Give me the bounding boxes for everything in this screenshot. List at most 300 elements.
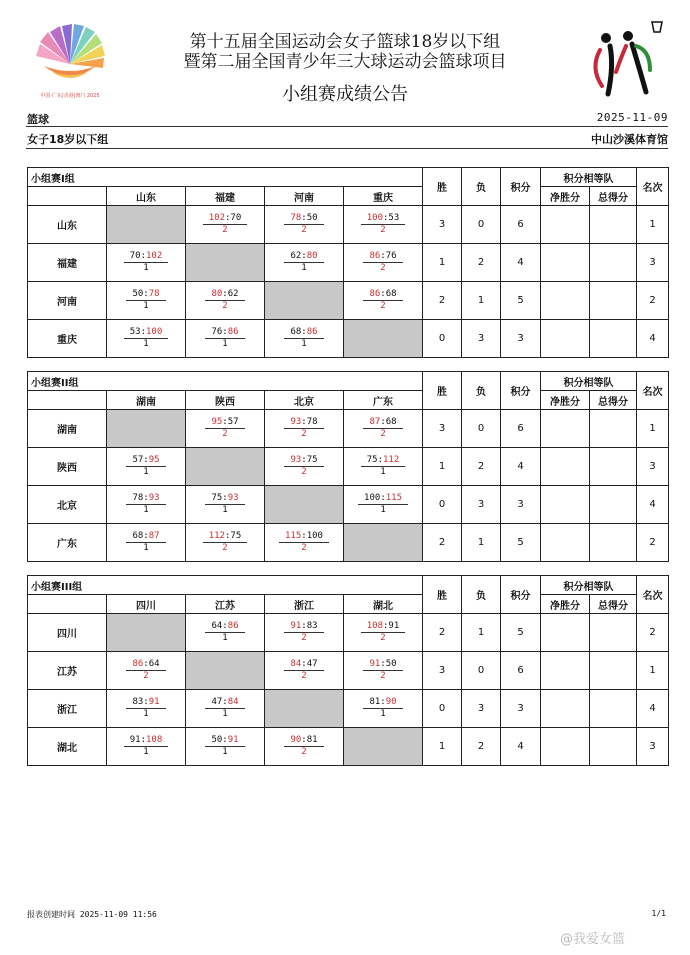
page-number: 1/1 xyxy=(651,909,666,918)
wins-value: 2 xyxy=(423,524,462,562)
home-score: 75 xyxy=(366,455,378,465)
home-score: 53 xyxy=(129,327,141,337)
total-points-header: 总得分 xyxy=(590,595,637,614)
match-score: 75:93 xyxy=(205,493,244,505)
away-score: 93 xyxy=(227,493,239,503)
total-points-value xyxy=(590,448,637,486)
team-row-header: 重庆 xyxy=(28,320,107,358)
team-row-header: 湖南 xyxy=(28,410,107,448)
team-row-header: 四川 xyxy=(28,614,107,652)
team-column-header: 河南 xyxy=(265,187,344,206)
match-points: 1 xyxy=(301,339,307,349)
match-result-cell xyxy=(186,728,265,766)
rank-header: 名次 xyxy=(637,168,669,206)
corner-cell xyxy=(28,595,107,614)
self-match-cell xyxy=(107,410,186,448)
score-block xyxy=(284,417,323,440)
points-header: 积分 xyxy=(501,576,541,614)
team-row-header: 河南 xyxy=(28,282,107,320)
match-points: 2 xyxy=(301,543,307,553)
match-score: 50:78 xyxy=(126,289,165,301)
net-points-header: 净胜分 xyxy=(541,187,590,206)
points-value: 3 xyxy=(501,486,541,524)
team-column-header: 浙江 xyxy=(265,595,344,614)
match-result-cell xyxy=(186,410,265,448)
home-score: 91 xyxy=(129,735,141,745)
away-score: 112 xyxy=(383,455,400,465)
match-result-cell xyxy=(186,524,265,562)
total-points-value xyxy=(590,524,637,562)
points-value: 5 xyxy=(501,282,541,320)
score-block xyxy=(126,531,165,554)
score-block xyxy=(363,417,402,440)
score-block xyxy=(124,327,169,350)
total-points-value xyxy=(590,690,637,728)
self-match-cell xyxy=(344,728,423,766)
score-block xyxy=(124,251,169,274)
match-score: 91:83 xyxy=(284,621,323,633)
title-line-2: 暨第二届全国青少年三大球运动会篮球项目 xyxy=(183,52,507,72)
team-row-header: 北京 xyxy=(28,486,107,524)
match-result-cell xyxy=(344,410,423,448)
rank-value: 4 xyxy=(637,486,669,524)
wins-value: 0 xyxy=(423,486,462,524)
self-match-cell xyxy=(344,524,423,562)
score-block xyxy=(205,493,244,516)
self-match-cell xyxy=(186,244,265,282)
rank-value: 2 xyxy=(637,614,669,652)
match-score: 47:84 xyxy=(205,697,244,709)
wins-value: 3 xyxy=(423,410,462,448)
match-result-cell xyxy=(344,244,423,282)
self-match-cell xyxy=(186,448,265,486)
match-result-cell xyxy=(107,652,186,690)
team-column-header: 重庆 xyxy=(344,187,423,206)
score-block xyxy=(126,289,165,312)
score-block xyxy=(284,327,323,350)
score-block xyxy=(358,493,408,516)
report-subtitle: 小组赛成绩公告 xyxy=(282,84,408,105)
home-score: 47 xyxy=(211,697,223,707)
home-score: 86 xyxy=(369,251,381,261)
match-result-cell xyxy=(265,728,344,766)
match-score: 91:108 xyxy=(124,735,169,747)
games-logo xyxy=(32,20,108,104)
venue-label: 中山沙溪体育馆 xyxy=(591,133,668,146)
net-points-value xyxy=(541,728,590,766)
losses-value: 0 xyxy=(462,410,501,448)
team-column-header: 湖北 xyxy=(344,595,423,614)
match-points: 2 xyxy=(380,301,386,311)
group-name: 小组赛II组 xyxy=(28,372,423,391)
match-points: 1 xyxy=(380,505,386,515)
away-score: 64 xyxy=(148,659,160,669)
table-row xyxy=(28,320,669,358)
match-points: 2 xyxy=(380,225,386,235)
team-row-header: 陕西 xyxy=(28,448,107,486)
basketball-pictogram xyxy=(580,16,668,106)
self-match-cell xyxy=(107,206,186,244)
home-score: 81 xyxy=(369,697,381,707)
group-table xyxy=(27,167,669,358)
match-score: 64:86 xyxy=(205,621,244,633)
losses-value: 2 xyxy=(462,244,501,282)
score-block xyxy=(284,621,323,644)
home-score: 83 xyxy=(132,697,144,707)
win-header: 胜 xyxy=(423,372,462,410)
score-block xyxy=(284,455,323,478)
report-created-time: 报表创建时间 2025-11-09 11:56 xyxy=(27,910,157,919)
match-result-cell xyxy=(107,282,186,320)
rank-header: 名次 xyxy=(637,576,669,614)
losses-value: 0 xyxy=(462,652,501,690)
home-score: 102 xyxy=(208,213,225,223)
table-row xyxy=(28,690,669,728)
match-score: 108:91 xyxy=(361,621,406,633)
net-points-value xyxy=(541,410,590,448)
match-score: 102:70 xyxy=(203,213,248,225)
wins-value: 2 xyxy=(423,614,462,652)
match-result-cell xyxy=(107,244,186,282)
home-score: 50 xyxy=(132,289,144,299)
score-block xyxy=(363,697,402,720)
tie-break-header: 积分相等队 xyxy=(541,372,637,391)
score-block xyxy=(363,659,402,682)
score-block xyxy=(361,621,406,644)
match-result-cell xyxy=(344,690,423,728)
table-row xyxy=(28,652,669,690)
report-date: 2025-11-09 xyxy=(596,111,668,124)
match-points: 2 xyxy=(301,633,307,643)
away-score: 75 xyxy=(306,455,318,465)
home-score: 115 xyxy=(285,531,302,541)
home-score: 95 xyxy=(211,417,223,427)
score-block xyxy=(361,455,406,478)
home-score: 62 xyxy=(290,251,302,261)
away-score: 78 xyxy=(306,417,318,427)
score-block xyxy=(205,621,244,644)
match-points: 2 xyxy=(143,671,149,681)
match-result-cell xyxy=(186,282,265,320)
match-points: 1 xyxy=(222,747,228,757)
away-score: 81 xyxy=(306,735,318,745)
score-block xyxy=(284,251,323,274)
self-match-cell xyxy=(107,614,186,652)
total-points-value xyxy=(590,614,637,652)
match-result-cell xyxy=(265,410,344,448)
losses-value: 1 xyxy=(462,614,501,652)
loss-header: 负 xyxy=(462,576,501,614)
group-table xyxy=(27,371,669,562)
home-score: 86 xyxy=(369,289,381,299)
losses-value: 2 xyxy=(462,448,501,486)
home-score: 78 xyxy=(132,493,144,503)
total-points-value xyxy=(590,728,637,766)
total-points-value xyxy=(590,282,637,320)
match-result-cell xyxy=(265,614,344,652)
match-points: 2 xyxy=(301,747,307,757)
rank-value: 1 xyxy=(637,206,669,244)
self-match-cell xyxy=(265,690,344,728)
home-score: 108 xyxy=(366,621,383,631)
score-block xyxy=(361,213,406,236)
match-score: 93:75 xyxy=(284,455,323,467)
wins-value: 1 xyxy=(423,244,462,282)
match-result-cell xyxy=(107,690,186,728)
away-score: 100 xyxy=(306,531,323,541)
match-points: 1 xyxy=(222,505,228,515)
score-block xyxy=(205,289,244,312)
total-points-value xyxy=(590,486,637,524)
match-score: 100:53 xyxy=(361,213,406,225)
points-value: 3 xyxy=(501,690,541,728)
total-points-value xyxy=(590,410,637,448)
away-score: 50 xyxy=(385,659,397,669)
away-score: 90 xyxy=(385,697,397,707)
away-score: 93 xyxy=(148,493,160,503)
score-block xyxy=(126,659,165,682)
match-points: 1 xyxy=(143,301,149,311)
points-value: 4 xyxy=(501,244,541,282)
divider xyxy=(26,148,668,149)
match-score: 68:87 xyxy=(126,531,165,543)
tie-break-header: 积分相等队 xyxy=(541,576,637,595)
home-score: 80 xyxy=(211,289,223,299)
losses-value: 1 xyxy=(462,282,501,320)
team-column-header: 陕西 xyxy=(186,391,265,410)
home-score: 68 xyxy=(290,327,302,337)
match-result-cell xyxy=(186,320,265,358)
match-result-cell xyxy=(107,728,186,766)
match-score: 91:50 xyxy=(363,659,402,671)
team-column-header: 四川 xyxy=(107,595,186,614)
team-row-header: 湖北 xyxy=(28,728,107,766)
points-value: 4 xyxy=(501,728,541,766)
away-score: 95 xyxy=(148,455,160,465)
wins-value: 1 xyxy=(423,728,462,766)
home-score: 87 xyxy=(369,417,381,427)
score-block xyxy=(126,455,165,478)
match-points: 2 xyxy=(301,225,307,235)
match-score: 90:81 xyxy=(284,735,323,747)
away-score: 75 xyxy=(230,531,242,541)
match-score: 100:115 xyxy=(358,493,408,505)
total-points-header: 总得分 xyxy=(590,187,637,206)
rank-value: 2 xyxy=(637,282,669,320)
home-score: 78 xyxy=(290,213,302,223)
home-score: 100 xyxy=(364,493,381,503)
losses-value: 3 xyxy=(462,690,501,728)
losses-value: 1 xyxy=(462,524,501,562)
match-result-cell xyxy=(344,282,423,320)
away-score: 53 xyxy=(388,213,400,223)
home-score: 86 xyxy=(132,659,144,669)
score-block xyxy=(284,659,323,682)
away-score: 102 xyxy=(146,251,163,261)
total-points-value xyxy=(590,320,637,358)
table-row xyxy=(28,206,669,244)
score-block xyxy=(124,735,169,758)
match-result-cell xyxy=(107,486,186,524)
score-block xyxy=(205,327,244,350)
match-result-cell xyxy=(265,524,344,562)
self-match-cell xyxy=(265,486,344,524)
match-points: 1 xyxy=(143,747,149,757)
watermark: @我爱女篮 xyxy=(560,932,626,947)
score-block xyxy=(279,531,329,554)
points-value: 5 xyxy=(501,524,541,562)
away-score: 80 xyxy=(306,251,318,261)
match-result-cell xyxy=(344,652,423,690)
score-block xyxy=(284,213,323,236)
home-score: 93 xyxy=(290,417,302,427)
match-points: 1 xyxy=(143,505,149,515)
home-score: 100 xyxy=(366,213,383,223)
match-points: 1 xyxy=(301,263,307,273)
away-score: 47 xyxy=(306,659,318,669)
table-row xyxy=(28,244,669,282)
home-score: 112 xyxy=(208,531,225,541)
score-block xyxy=(126,697,165,720)
away-score: 83 xyxy=(306,621,318,631)
team-column-header: 北京 xyxy=(265,391,344,410)
net-points-value xyxy=(541,448,590,486)
match-score: 53:100 xyxy=(124,327,169,339)
table-row xyxy=(28,448,669,486)
match-score: 93:78 xyxy=(284,417,323,429)
team-row-header: 浙江 xyxy=(28,690,107,728)
self-match-cell xyxy=(186,652,265,690)
match-points: 2 xyxy=(380,671,386,681)
score-block xyxy=(203,213,248,236)
match-result-cell xyxy=(344,448,423,486)
away-score: 115 xyxy=(385,493,402,503)
away-score: 86 xyxy=(306,327,318,337)
match-result-cell xyxy=(265,448,344,486)
loss-header: 负 xyxy=(462,168,501,206)
match-result-cell xyxy=(265,206,344,244)
net-points-value xyxy=(541,206,590,244)
net-points-value xyxy=(541,320,590,358)
category-label: 女子18岁以下组 xyxy=(27,133,109,146)
team-row-header: 山东 xyxy=(28,206,107,244)
match-score: 80:62 xyxy=(205,289,244,301)
match-score: 112:75 xyxy=(203,531,248,543)
away-score: 91 xyxy=(388,621,400,631)
match-result-cell xyxy=(265,652,344,690)
team-column-header: 福建 xyxy=(186,187,265,206)
match-score: 50:91 xyxy=(205,735,244,747)
score-block xyxy=(363,251,402,274)
match-result-cell xyxy=(265,244,344,282)
match-points: 1 xyxy=(222,709,228,719)
group-name: 小组赛III组 xyxy=(28,576,423,595)
match-points: 2 xyxy=(301,467,307,477)
title-line-1: 第十五届全国运动会女子篮球18岁以下组 xyxy=(189,32,501,52)
home-score: 64 xyxy=(211,621,223,631)
match-points: 1 xyxy=(143,467,149,477)
away-score: 78 xyxy=(148,289,160,299)
home-score: 76 xyxy=(211,327,223,337)
away-score: 108 xyxy=(146,735,163,745)
table-row xyxy=(28,614,669,652)
table-row xyxy=(28,282,669,320)
score-block xyxy=(126,493,165,516)
points-header: 积分 xyxy=(501,168,541,206)
wins-value: 0 xyxy=(423,320,462,358)
home-score: 75 xyxy=(211,493,223,503)
wins-value: 3 xyxy=(423,652,462,690)
match-points: 2 xyxy=(222,543,228,553)
net-points-header: 净胜分 xyxy=(541,595,590,614)
match-points: 2 xyxy=(222,301,228,311)
points-value: 6 xyxy=(501,652,541,690)
match-score: 70:102 xyxy=(124,251,169,263)
match-points: 2 xyxy=(222,225,228,235)
divider xyxy=(26,126,668,127)
losses-value: 3 xyxy=(462,486,501,524)
losses-value: 0 xyxy=(462,206,501,244)
match-result-cell xyxy=(107,448,186,486)
match-points: 1 xyxy=(143,709,149,719)
table-row xyxy=(28,524,669,562)
points-value: 4 xyxy=(501,448,541,486)
self-match-cell xyxy=(344,320,423,358)
away-score: 100 xyxy=(146,327,163,337)
away-score: 86 xyxy=(227,621,239,631)
match-points: 1 xyxy=(143,543,149,553)
match-result-cell xyxy=(186,486,265,524)
score-block xyxy=(205,735,244,758)
group-table xyxy=(27,575,669,766)
match-points: 2 xyxy=(380,429,386,439)
table-row xyxy=(28,410,669,448)
match-points: 1 xyxy=(380,709,386,719)
loss-header: 负 xyxy=(462,372,501,410)
match-score: 76:86 xyxy=(205,327,244,339)
team-row-header: 江苏 xyxy=(28,652,107,690)
wins-value: 3 xyxy=(423,206,462,244)
match-result-cell xyxy=(107,524,186,562)
match-score: 78:93 xyxy=(126,493,165,505)
match-score: 62:80 xyxy=(284,251,323,263)
points-value: 5 xyxy=(501,614,541,652)
away-score: 91 xyxy=(148,697,160,707)
table-row xyxy=(28,728,669,766)
rank-value: 3 xyxy=(637,728,669,766)
team-row-header: 福建 xyxy=(28,244,107,282)
rank-value: 1 xyxy=(637,410,669,448)
away-score: 68 xyxy=(385,417,397,427)
rank-value: 2 xyxy=(637,524,669,562)
rank-value: 4 xyxy=(637,320,669,358)
home-score: 90 xyxy=(290,735,302,745)
away-score: 68 xyxy=(385,289,397,299)
home-score: 91 xyxy=(369,659,381,669)
match-score: 68:86 xyxy=(284,327,323,339)
match-result-cell xyxy=(186,206,265,244)
wins-value: 0 xyxy=(423,690,462,728)
losses-value: 2 xyxy=(462,728,501,766)
home-score: 68 xyxy=(132,531,144,541)
team-column-header: 山东 xyxy=(107,187,186,206)
match-score: 81:90 xyxy=(363,697,402,709)
rank-value: 3 xyxy=(637,244,669,282)
home-score: 57 xyxy=(132,455,144,465)
rank-value: 3 xyxy=(637,448,669,486)
match-score: 115:100 xyxy=(279,531,329,543)
match-score: 86:64 xyxy=(126,659,165,671)
